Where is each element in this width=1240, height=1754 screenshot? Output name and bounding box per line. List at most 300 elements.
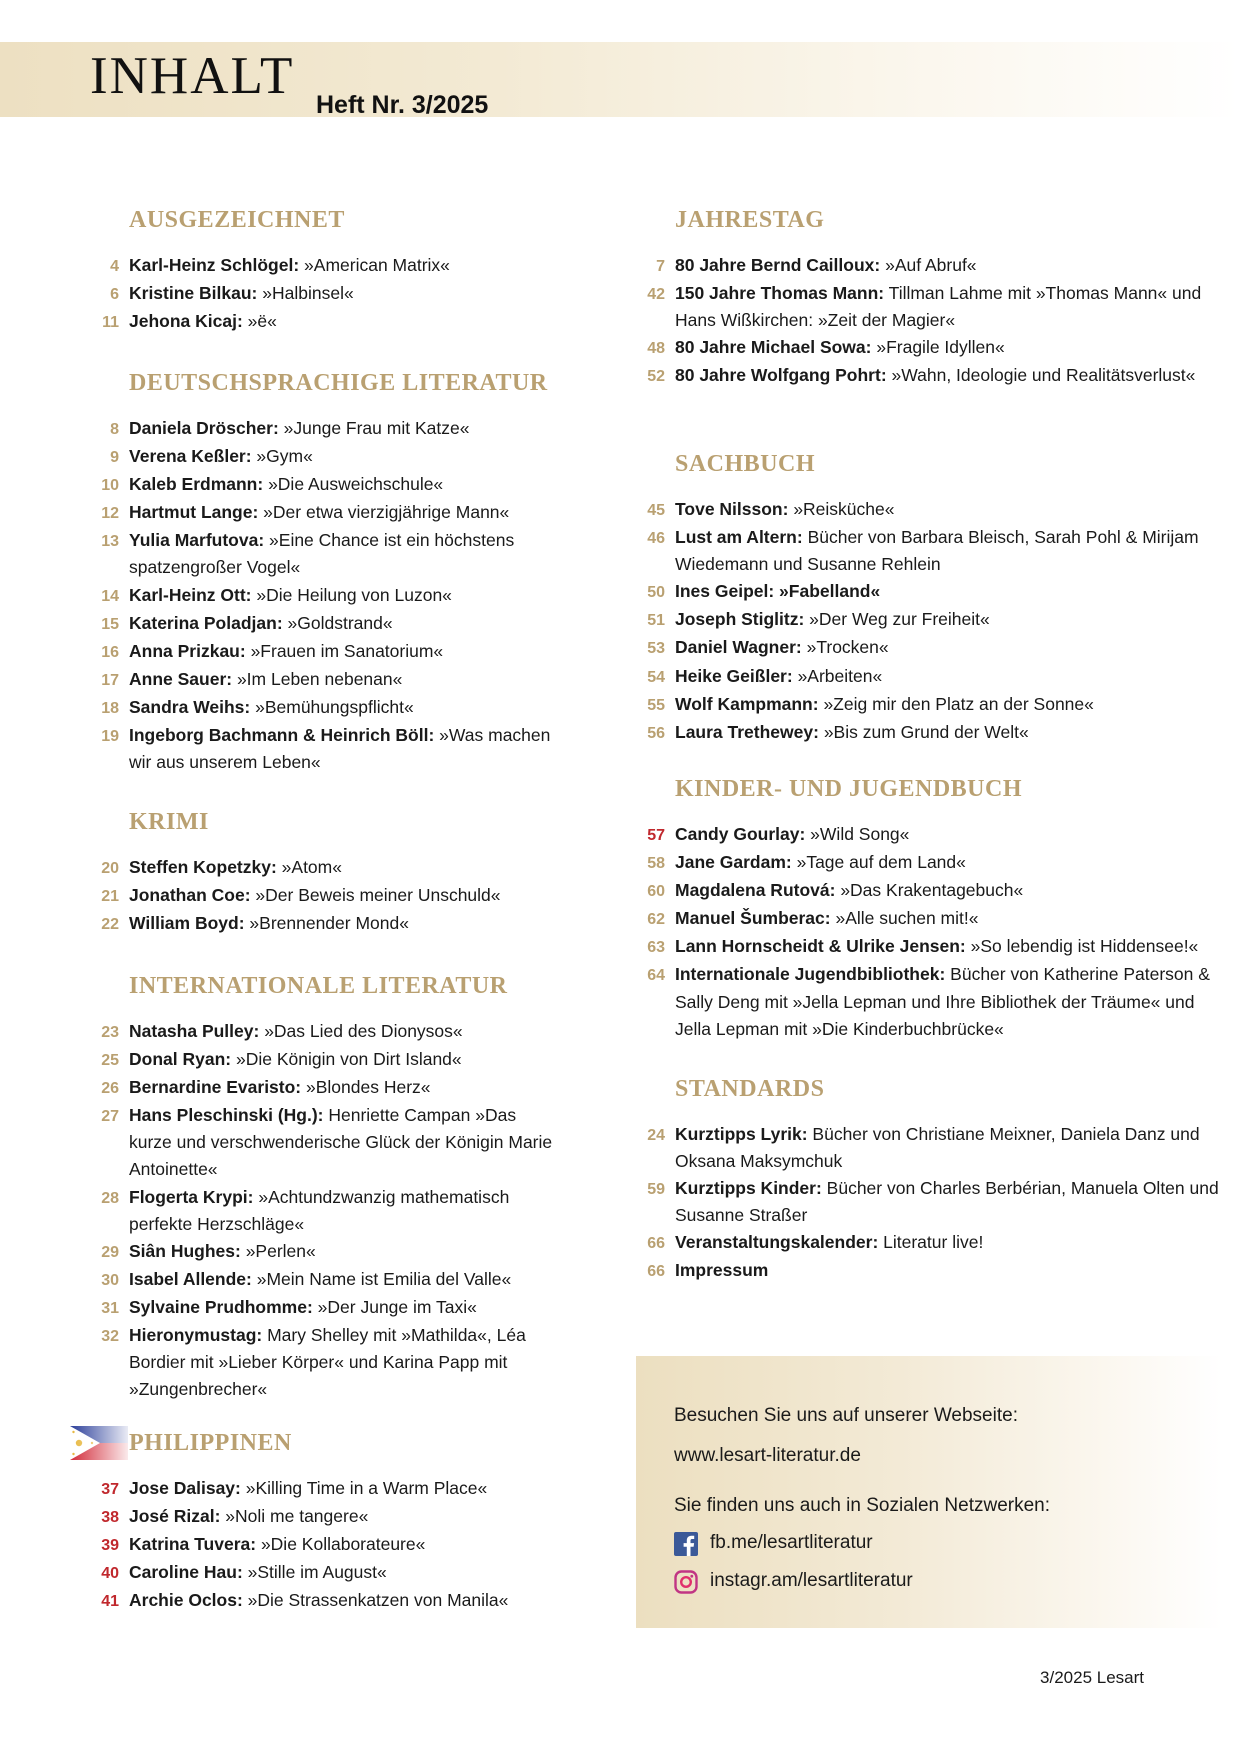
entry-list — [90, 415, 560, 776]
toc-entry[interactable] — [636, 849, 1222, 877]
entry-title: »Arbeiten« — [792, 665, 883, 686]
toc-entry[interactable] — [636, 578, 1222, 606]
entry-author: Kurztipps Kinder: — [675, 1178, 822, 1199]
entry-text — [129, 582, 560, 610]
page-number: 18 — [101, 699, 119, 717]
entry-text — [675, 606, 1222, 634]
promo-social-text: Sie finden uns auch in Sozialen Netzwerken: — [674, 1495, 1051, 1516]
entry-author: Siân Hughes: — [129, 1240, 241, 1261]
entry-list — [636, 252, 1222, 390]
entry-text — [129, 471, 560, 499]
page-number: 52 — [647, 368, 665, 386]
toc-entry[interactable] — [90, 1559, 560, 1587]
page-number: 24 — [647, 1127, 665, 1144]
entry-title: »Der etwa vierzigjährige Mann« — [258, 502, 510, 523]
entry-text — [675, 634, 1222, 662]
toc-entry[interactable] — [636, 524, 1222, 578]
entry-text — [675, 961, 1222, 1042]
page-number: 32 — [101, 1328, 119, 1346]
toc-entry[interactable] — [90, 1102, 560, 1183]
page-number: 10 — [101, 477, 119, 495]
toc-entry[interactable] — [90, 1322, 560, 1403]
page-number: 20 — [101, 860, 119, 877]
entry-title: »Achtundzwanzig mathematisch perfekte Herzschläge« — [129, 1186, 510, 1234]
toc-entry[interactable] — [636, 821, 1222, 849]
page-number: 54 — [647, 668, 665, 686]
entry-text — [129, 308, 560, 336]
entry-author: Bernardine Evaristo: — [129, 1077, 302, 1098]
entry-author: Hans Pleschinski (Hg.): — [129, 1105, 324, 1126]
entry-title: »Bis zum Grund der Welt« — [818, 721, 1029, 742]
entry-author: Lust am Altern: — [675, 527, 803, 548]
toc-entry[interactable] — [636, 362, 1222, 390]
page-number: 22 — [101, 916, 119, 934]
entry-text — [129, 610, 560, 638]
entry-text — [675, 821, 1222, 849]
entry-title: »Die Heilung von Luzon« — [251, 584, 452, 605]
entry-text — [675, 719, 1222, 747]
entry-title: »Perlen« — [240, 1240, 316, 1261]
toc-entry[interactable] — [636, 1121, 1222, 1175]
page-number: 64 — [647, 967, 665, 985]
entry-text — [129, 1503, 560, 1531]
entry-author: Kaleb Erdmann: — [129, 474, 264, 495]
entry-title: Bücher von Katherine Paterson & Sally Deng mit »Jella Lepman und Ihre Bibliothek der Träume« und Jella Lepman mit »Die Kinderbuchbrücke« — [675, 964, 1210, 1039]
entry-title: »Halbinsel« — [257, 283, 354, 304]
website-link[interactable]: www.lesart-literatur.de — [674, 1445, 861, 1466]
entry-author: Yulia Marfutova: — [129, 530, 265, 551]
entry-list — [636, 821, 1222, 1043]
entry-title: Bücher von Christiane Meixner, Daniela Danz und Oksana Maksymchuk — [675, 1124, 1200, 1172]
page-number: 57 — [647, 827, 665, 844]
entry-title: Bücher von Barbara Bleisch, Sarah Pohl & Mirijam Wiedemann und Susanne Rehlein — [675, 527, 1199, 575]
entry-title: »Alle suchen mit!« — [830, 908, 979, 929]
entry-text — [675, 663, 1222, 691]
page-number: 15 — [101, 615, 119, 633]
toc-entry[interactable] — [90, 280, 560, 308]
entry-text — [675, 933, 1222, 961]
entry-author: Internationale Jugendbibliothek: — [675, 964, 946, 985]
facebook-link[interactable]: fb.me/lesartliteratur — [710, 1532, 873, 1553]
entry-author: Natasha Pulley: — [129, 1021, 260, 1041]
entry-text — [129, 722, 560, 776]
entry-text — [675, 1257, 1222, 1285]
section-heading: PHILIPPINEN — [129, 1430, 292, 1456]
issue-number: Heft Nr. 3/2025 — [316, 91, 489, 119]
entry-author: Caroline Hau: — [129, 1562, 243, 1583]
entry-author: Donal Ryan: — [129, 1049, 232, 1070]
entry-author: Lann Hornscheidt & Ulrike Jensen: — [675, 936, 966, 957]
page-number: 55 — [647, 696, 665, 714]
entry-author: Kurztipps Lyrik: — [675, 1124, 808, 1144]
entry-title: »Stille im August« — [242, 1562, 387, 1583]
section-heading: STANDARDS — [675, 1076, 825, 1102]
toc-entry[interactable] — [90, 638, 560, 666]
entry-title: »Die Kollaborateure« — [256, 1534, 426, 1555]
entry-text — [129, 1587, 560, 1615]
entry-author: 150 Jahre Thomas Mann: — [675, 283, 885, 304]
entry-author: Joseph Stiglitz: — [675, 609, 805, 630]
toc-entry[interactable] — [90, 582, 560, 610]
entry-title: »So lebendig ist Hiddensee!« — [965, 936, 1199, 957]
entry-author: Steffen Kopetzky: — [129, 857, 277, 877]
entry-text — [129, 666, 560, 694]
page-number: 6 — [110, 286, 119, 304]
page-number: 14 — [101, 587, 119, 605]
page-number: 9 — [110, 449, 119, 467]
entry-text — [129, 1531, 560, 1559]
toc-entry[interactable] — [636, 1257, 1222, 1285]
entry-title: »Brennender Mond« — [244, 913, 409, 934]
page-number: 4 — [110, 258, 119, 275]
page-number: 58 — [647, 855, 665, 873]
entry-author: Laura Trethewey: — [675, 721, 819, 742]
toc-entry[interactable] — [90, 610, 560, 638]
entry-title: »Noli me tangere« — [220, 1506, 369, 1527]
entry-list — [90, 1475, 560, 1615]
toc-entry[interactable] — [90, 1294, 560, 1322]
entry-text — [129, 1102, 560, 1183]
page-number: 17 — [101, 671, 119, 689]
entry-text — [129, 499, 560, 527]
page-number: 28 — [101, 1189, 119, 1207]
page-number: 13 — [101, 533, 119, 551]
toc-entry[interactable] — [636, 663, 1222, 691]
instagram-icon — [674, 1570, 698, 1594]
page-number: 12 — [101, 505, 119, 523]
entry-author: Anne Sauer: — [129, 668, 233, 689]
toc-entry[interactable] — [636, 1229, 1222, 1257]
entry-author: 80 Jahre Michael Sowa: — [675, 337, 872, 358]
page-number: 59 — [647, 1181, 665, 1199]
entry-list — [90, 252, 560, 336]
page-number: 66 — [647, 1263, 665, 1281]
entry-text — [129, 1046, 560, 1074]
page-number: 21 — [101, 888, 119, 906]
entry-author: Daniel Wagner: — [675, 637, 802, 658]
entry-author: Ines Geipel: »Fabelland« — [675, 581, 881, 602]
entry-text — [129, 638, 560, 666]
entry-text — [675, 252, 1222, 280]
page-footer: 3/2025 Lesart — [1040, 1668, 1144, 1687]
page-number: 25 — [101, 1052, 119, 1070]
entry-text — [675, 691, 1222, 719]
toc-entry[interactable] — [90, 1503, 560, 1531]
entry-author: Katrina Tuvera: — [129, 1534, 257, 1555]
entry-title: »Die Strassenkatzen von Manila« — [242, 1590, 509, 1611]
section-sachbuch — [636, 447, 1222, 747]
entry-title: »ë« — [242, 311, 277, 332]
toc-entry[interactable] — [90, 1046, 560, 1074]
entry-text — [675, 280, 1222, 334]
entry-text — [675, 334, 1222, 362]
entry-title: »Bemühungspflicht« — [250, 696, 414, 717]
entry-text — [129, 1074, 560, 1102]
section-philippinen — [90, 1426, 560, 1615]
entry-title: »Eine Chance ist ein höchstens spatzengroßer Vogel« — [129, 530, 515, 578]
entry-title: »Der Beweis meiner Unschuld« — [250, 885, 501, 906]
entry-author: Magdalena Rutová: — [675, 880, 836, 901]
entry-title: »Junge Frau mit Katze« — [278, 418, 470, 438]
entry-list — [636, 496, 1222, 747]
entry-author: 80 Jahre Wolfgang Pohrt: — [675, 365, 887, 386]
entry-title: »Auf Abruf« — [880, 255, 977, 275]
toc-entry[interactable] — [90, 1531, 560, 1559]
page-number: 7 — [656, 258, 665, 275]
entry-text — [129, 1266, 560, 1294]
entry-text — [129, 1475, 560, 1503]
entry-title: »Killing Time in a Warm Place« — [240, 1478, 488, 1498]
entry-author: Jonathan Coe: — [129, 885, 251, 906]
entry-author: Karl-Heinz Schlögel: — [129, 255, 300, 275]
page-number: 48 — [647, 340, 665, 358]
entry-author: 80 Jahre Bernd Cailloux: — [675, 255, 881, 275]
section-jahrestag — [636, 203, 1222, 390]
entry-title: Tillman Lahme mit »Thomas Mann« und Hans Wißkirchen: »Zeit der Magier« — [675, 283, 1202, 331]
page-number: 45 — [647, 502, 665, 519]
entry-title: »Das Krakentagebuch« — [835, 880, 1024, 901]
entry-list — [90, 854, 560, 938]
entry-text — [675, 524, 1222, 578]
entry-title: »Mein Name ist Emilia del Valle« — [251, 1268, 512, 1289]
page-number: 37 — [101, 1481, 119, 1498]
page-number: 63 — [647, 939, 665, 957]
entry-author: Jose Dalisay: — [129, 1478, 241, 1498]
section-heading: KRIMI — [129, 809, 209, 835]
entry-text — [129, 694, 560, 722]
entry-text — [129, 527, 560, 581]
entry-text — [675, 877, 1222, 905]
entry-title: »Wahn, Ideologie und Realitätsverlust« — [886, 365, 1196, 386]
section-heading: SACHBUCH — [675, 451, 816, 477]
entry-text — [129, 415, 560, 443]
toc-entry[interactable] — [90, 415, 560, 443]
entry-title: »Das Lied des Dionysos« — [259, 1021, 463, 1041]
entry-title: »Fragile Idyllen« — [871, 337, 1005, 358]
entry-author: Daniela Dröscher: — [129, 418, 279, 438]
toc-entry[interactable] — [90, 1018, 560, 1046]
toc-entry[interactable] — [636, 252, 1222, 280]
section-international — [90, 969, 560, 1403]
page-number: 26 — [101, 1080, 119, 1098]
toc-entry[interactable] — [90, 527, 560, 581]
page-number: 39 — [101, 1537, 119, 1555]
toc-entry[interactable] — [636, 634, 1222, 662]
entry-text — [129, 910, 560, 938]
toc-entry[interactable] — [90, 1587, 560, 1615]
toc-entry[interactable] — [90, 1238, 560, 1266]
entry-author: Sandra Weihs: — [129, 696, 251, 717]
page-number: 50 — [647, 584, 665, 602]
entry-author: José Rizal: — [129, 1506, 221, 1527]
entry-title: »Im Leben nebenan« — [232, 668, 403, 689]
toc-entry[interactable] — [636, 496, 1222, 524]
page-number: 66 — [647, 1235, 665, 1253]
entry-list — [636, 1121, 1222, 1286]
entry-author: Hieronymustag: — [129, 1325, 263, 1346]
entry-author: William Boyd: — [129, 913, 245, 934]
entry-title: »Wild Song« — [805, 824, 910, 844]
entry-text — [129, 1184, 560, 1238]
toc-entry[interactable] — [90, 854, 560, 882]
entry-author: Impressum — [675, 1260, 769, 1281]
entry-author: Wolf Kampmann: — [675, 693, 819, 714]
page-number: 8 — [110, 421, 119, 438]
entry-text — [675, 849, 1222, 877]
instagram-link[interactable]: instagr.am/lesartliteratur — [710, 1570, 913, 1591]
section-kinder — [636, 772, 1222, 1043]
entry-text — [129, 1322, 560, 1403]
toc-entry[interactable] — [90, 910, 560, 938]
page-number: 31 — [101, 1299, 119, 1317]
section-ausgezeichnet — [90, 203, 560, 336]
entry-author: Flogerta Krypi: — [129, 1186, 254, 1207]
entry-author: Manuel Šumberac: — [675, 908, 831, 929]
entry-title: »Der Weg zur Freiheit« — [804, 609, 990, 630]
page-number: 56 — [647, 724, 665, 742]
section-heading: JAHRESTAG — [675, 207, 825, 233]
entry-title: »Der Junge im Taxi« — [312, 1296, 477, 1317]
entry-title: Bücher von Charles Berbérian, Manuela Olten und Susanne Straßer — [675, 1178, 1219, 1226]
toc-entry[interactable] — [636, 877, 1222, 905]
entry-author: Ingeborg Bachmann & Heinrich Böll: — [129, 725, 435, 746]
page-number: 42 — [647, 286, 665, 304]
toc-entry[interactable] — [90, 308, 560, 336]
section-deutsch — [90, 366, 560, 776]
entry-author: Candy Gourlay: — [675, 824, 806, 844]
entry-text — [675, 496, 1222, 524]
entry-text — [129, 882, 560, 910]
page-number: 53 — [647, 640, 665, 658]
entry-author: Verena Keßler: — [129, 446, 252, 467]
entry-title: »Trocken« — [801, 637, 889, 658]
toc-entry[interactable] — [90, 722, 560, 776]
entry-title: »Reisküche« — [788, 499, 895, 519]
entry-text — [675, 1175, 1222, 1229]
toc-entry[interactable] — [90, 1266, 560, 1294]
toc-entry[interactable] — [636, 933, 1222, 961]
page-number: 19 — [101, 728, 119, 746]
page-title: INHALT — [90, 47, 295, 105]
entry-text — [129, 252, 560, 280]
entry-author: Hartmut Lange: — [129, 502, 259, 523]
entry-author: Archie Oclos: — [129, 1590, 243, 1611]
entry-title: »Die Ausweichschule« — [263, 474, 444, 495]
section-standards — [636, 1072, 1222, 1286]
page-number: 38 — [101, 1509, 119, 1527]
section-heading: AUSGEZEICHNET — [129, 207, 345, 233]
toc-entry[interactable] — [636, 719, 1222, 747]
toc-entry[interactable] — [90, 694, 560, 722]
entry-author: Veranstaltungskalender: — [675, 1232, 879, 1253]
toc-entry[interactable] — [90, 1184, 560, 1238]
toc-entry[interactable] — [636, 691, 1222, 719]
page-number: 60 — [647, 883, 665, 901]
page-number: 23 — [101, 1024, 119, 1041]
section-heading: KINDER- UND JUGENDBUCH — [675, 776, 1023, 802]
page-number: 11 — [102, 314, 119, 332]
toc-entry[interactable] — [90, 471, 560, 499]
section-heading: INTERNATIONALE LITERATUR — [129, 973, 508, 999]
entry-author: Jane Gardam: — [675, 852, 792, 873]
entry-title: »Atom« — [276, 857, 342, 877]
page-number: 62 — [647, 911, 665, 929]
page-number: 29 — [101, 1243, 119, 1261]
toc-entry[interactable] — [636, 334, 1222, 362]
entry-text — [675, 362, 1222, 390]
entry-text — [129, 280, 560, 308]
entry-author: Katerina Poladjan: — [129, 612, 283, 633]
toc-entry[interactable] — [636, 280, 1222, 334]
toc-entry[interactable] — [636, 1175, 1222, 1229]
entry-title: Mary Shelley mit »Mathilda«, Léa Bordier mit »Lieber Körper« und Karina Papp mit »Zungenbrecher« — [129, 1325, 526, 1400]
toc-entry[interactable] — [636, 905, 1222, 933]
entry-title: »Blondes Herz« — [301, 1077, 431, 1098]
entry-title: »Was machen wir aus unserem Leben« — [129, 725, 551, 773]
entry-author: Sylvaine Prudhomme: — [129, 1296, 313, 1317]
promo-visit-text: Besuchen Sie uns auf unserer Webseite: — [674, 1405, 1018, 1426]
page-number: 40 — [101, 1565, 119, 1583]
toc-entry[interactable] — [90, 443, 560, 471]
entry-title: »Zeig mir den Platz an der Sonne« — [818, 693, 1094, 714]
entry-author: Anna Prizkau: — [129, 640, 246, 661]
entry-title: »Goldstrand« — [282, 612, 393, 633]
entry-text — [129, 1294, 560, 1322]
toc-entry[interactable] — [636, 606, 1222, 634]
entry-title: Literatur live! — [878, 1232, 984, 1253]
entry-text — [129, 854, 560, 882]
entry-title: »Tage auf dem Land« — [791, 852, 966, 873]
toc-entry[interactable] — [90, 499, 560, 527]
entry-text — [129, 1018, 560, 1046]
page-number: 16 — [101, 643, 119, 661]
entry-text — [129, 1559, 560, 1587]
toc-entry[interactable] — [90, 1074, 560, 1102]
toc-entry[interactable] — [90, 666, 560, 694]
entry-author: Karl-Heinz Ott: — [129, 584, 252, 605]
toc-entry[interactable] — [636, 961, 1222, 1042]
section-heading: DEUTSCHSPRACHIGE LITERATUR — [129, 370, 548, 396]
page-number: 27 — [101, 1108, 119, 1126]
entry-text — [129, 443, 560, 471]
entry-title: »Gym« — [251, 446, 313, 467]
entry-title: »American Matrix« — [299, 255, 450, 275]
section-krimi — [90, 805, 560, 938]
toc-entry[interactable] — [90, 1475, 560, 1503]
toc-entry[interactable] — [90, 882, 560, 910]
entry-author: Jehona Kicaj: — [129, 311, 243, 332]
entry-text — [675, 1121, 1222, 1175]
page-number: 51 — [647, 612, 665, 630]
entry-title: »Die Königin von Dirt Island« — [231, 1049, 462, 1070]
entry-author: Tove Nilsson: — [675, 499, 789, 519]
facebook-icon — [674, 1532, 698, 1556]
promo-box — [636, 1356, 1222, 1628]
page-number: 46 — [647, 530, 665, 548]
entry-list — [90, 1018, 560, 1403]
entry-author: Isabel Allende: — [129, 1268, 252, 1289]
entry-text — [675, 905, 1222, 933]
entry-title: Henriette Campan »Das kurze und verschwenderische Glück der Königin Marie Antoinette« — [129, 1105, 553, 1180]
page-number: 41 — [101, 1593, 119, 1611]
entry-author: Heike Geißler: — [675, 665, 793, 686]
entry-text — [675, 578, 1222, 606]
entry-title: »Frauen im Sanatorium« — [245, 640, 444, 661]
toc-entry[interactable] — [90, 252, 560, 280]
entry-text — [129, 1238, 560, 1266]
entry-author: Kristine Bilkau: — [129, 283, 258, 304]
entry-text — [675, 1229, 1222, 1257]
